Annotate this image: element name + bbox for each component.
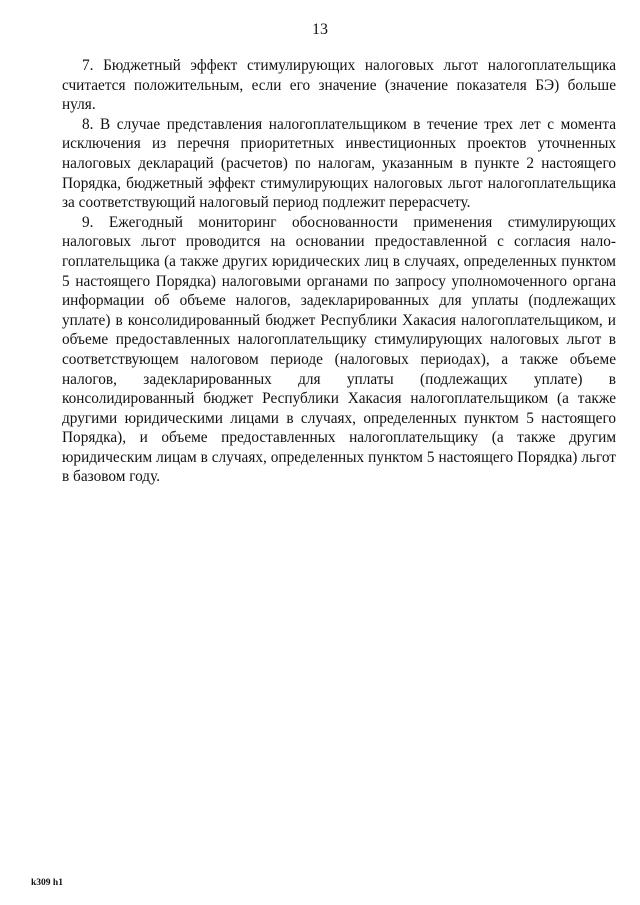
paragraph-9: 9. Ежегодный мониторинг обоснованности применения стимулирующих налоговых льгот проводится на основании предоставленной с согласия налогоплательщика (а также других юридических лиц в случаях, определенных пунктом 5 настоящего Порядка) налоговыми органами по запросу уполномоченного органа информации об объеме налогов, задекларированных для уплаты (подлежащих уплате) в консолидированный бюджет Республики Хакасия налогоплательщиком, и объеме предоставленных налогоплательщику стимулирующих налоговых льгот в соответствующем налоговом периоде (налоговых периодах), а также объеме налогов, задекларированных для уплаты (подлежащих уплате) в консолидированный бюджет Республики Хакасия налогоплательщиком (а также другими юридическими лицами в случаях, определенных пунктом 5 настоящего Порядка), и объеме предоставленных налогоплательщику (а также другим юридическим лицам в случаях, определенных пунктом 5 настоящего Порядка) льгот в базовом году. xyxy=(62,213,616,486)
page-number: 13 xyxy=(312,21,328,38)
document-code: k309 h1 xyxy=(31,878,63,888)
paragraph-8: 8. В случае представления налогоплательщиком в течение трех лет с момента исключения из перечня приоритетных инвестиционных проектов уточненных налоговых деклараций (расчетов) по налогам, указанным в пункте 2 настоящего Порядка, бюджетный эффект стимулирующих налоговых льгот налогоплательщика за соответствующий налоговый период подлежит перерасчету. xyxy=(62,115,616,212)
paragraph-7: 7. Бюджетный эффект стимулирующих налоговых льгот налогоплательщика считается положительным, если его значение (значение показателя БЭ) больше нуля. xyxy=(62,57,616,114)
document-body xyxy=(62,56,616,487)
